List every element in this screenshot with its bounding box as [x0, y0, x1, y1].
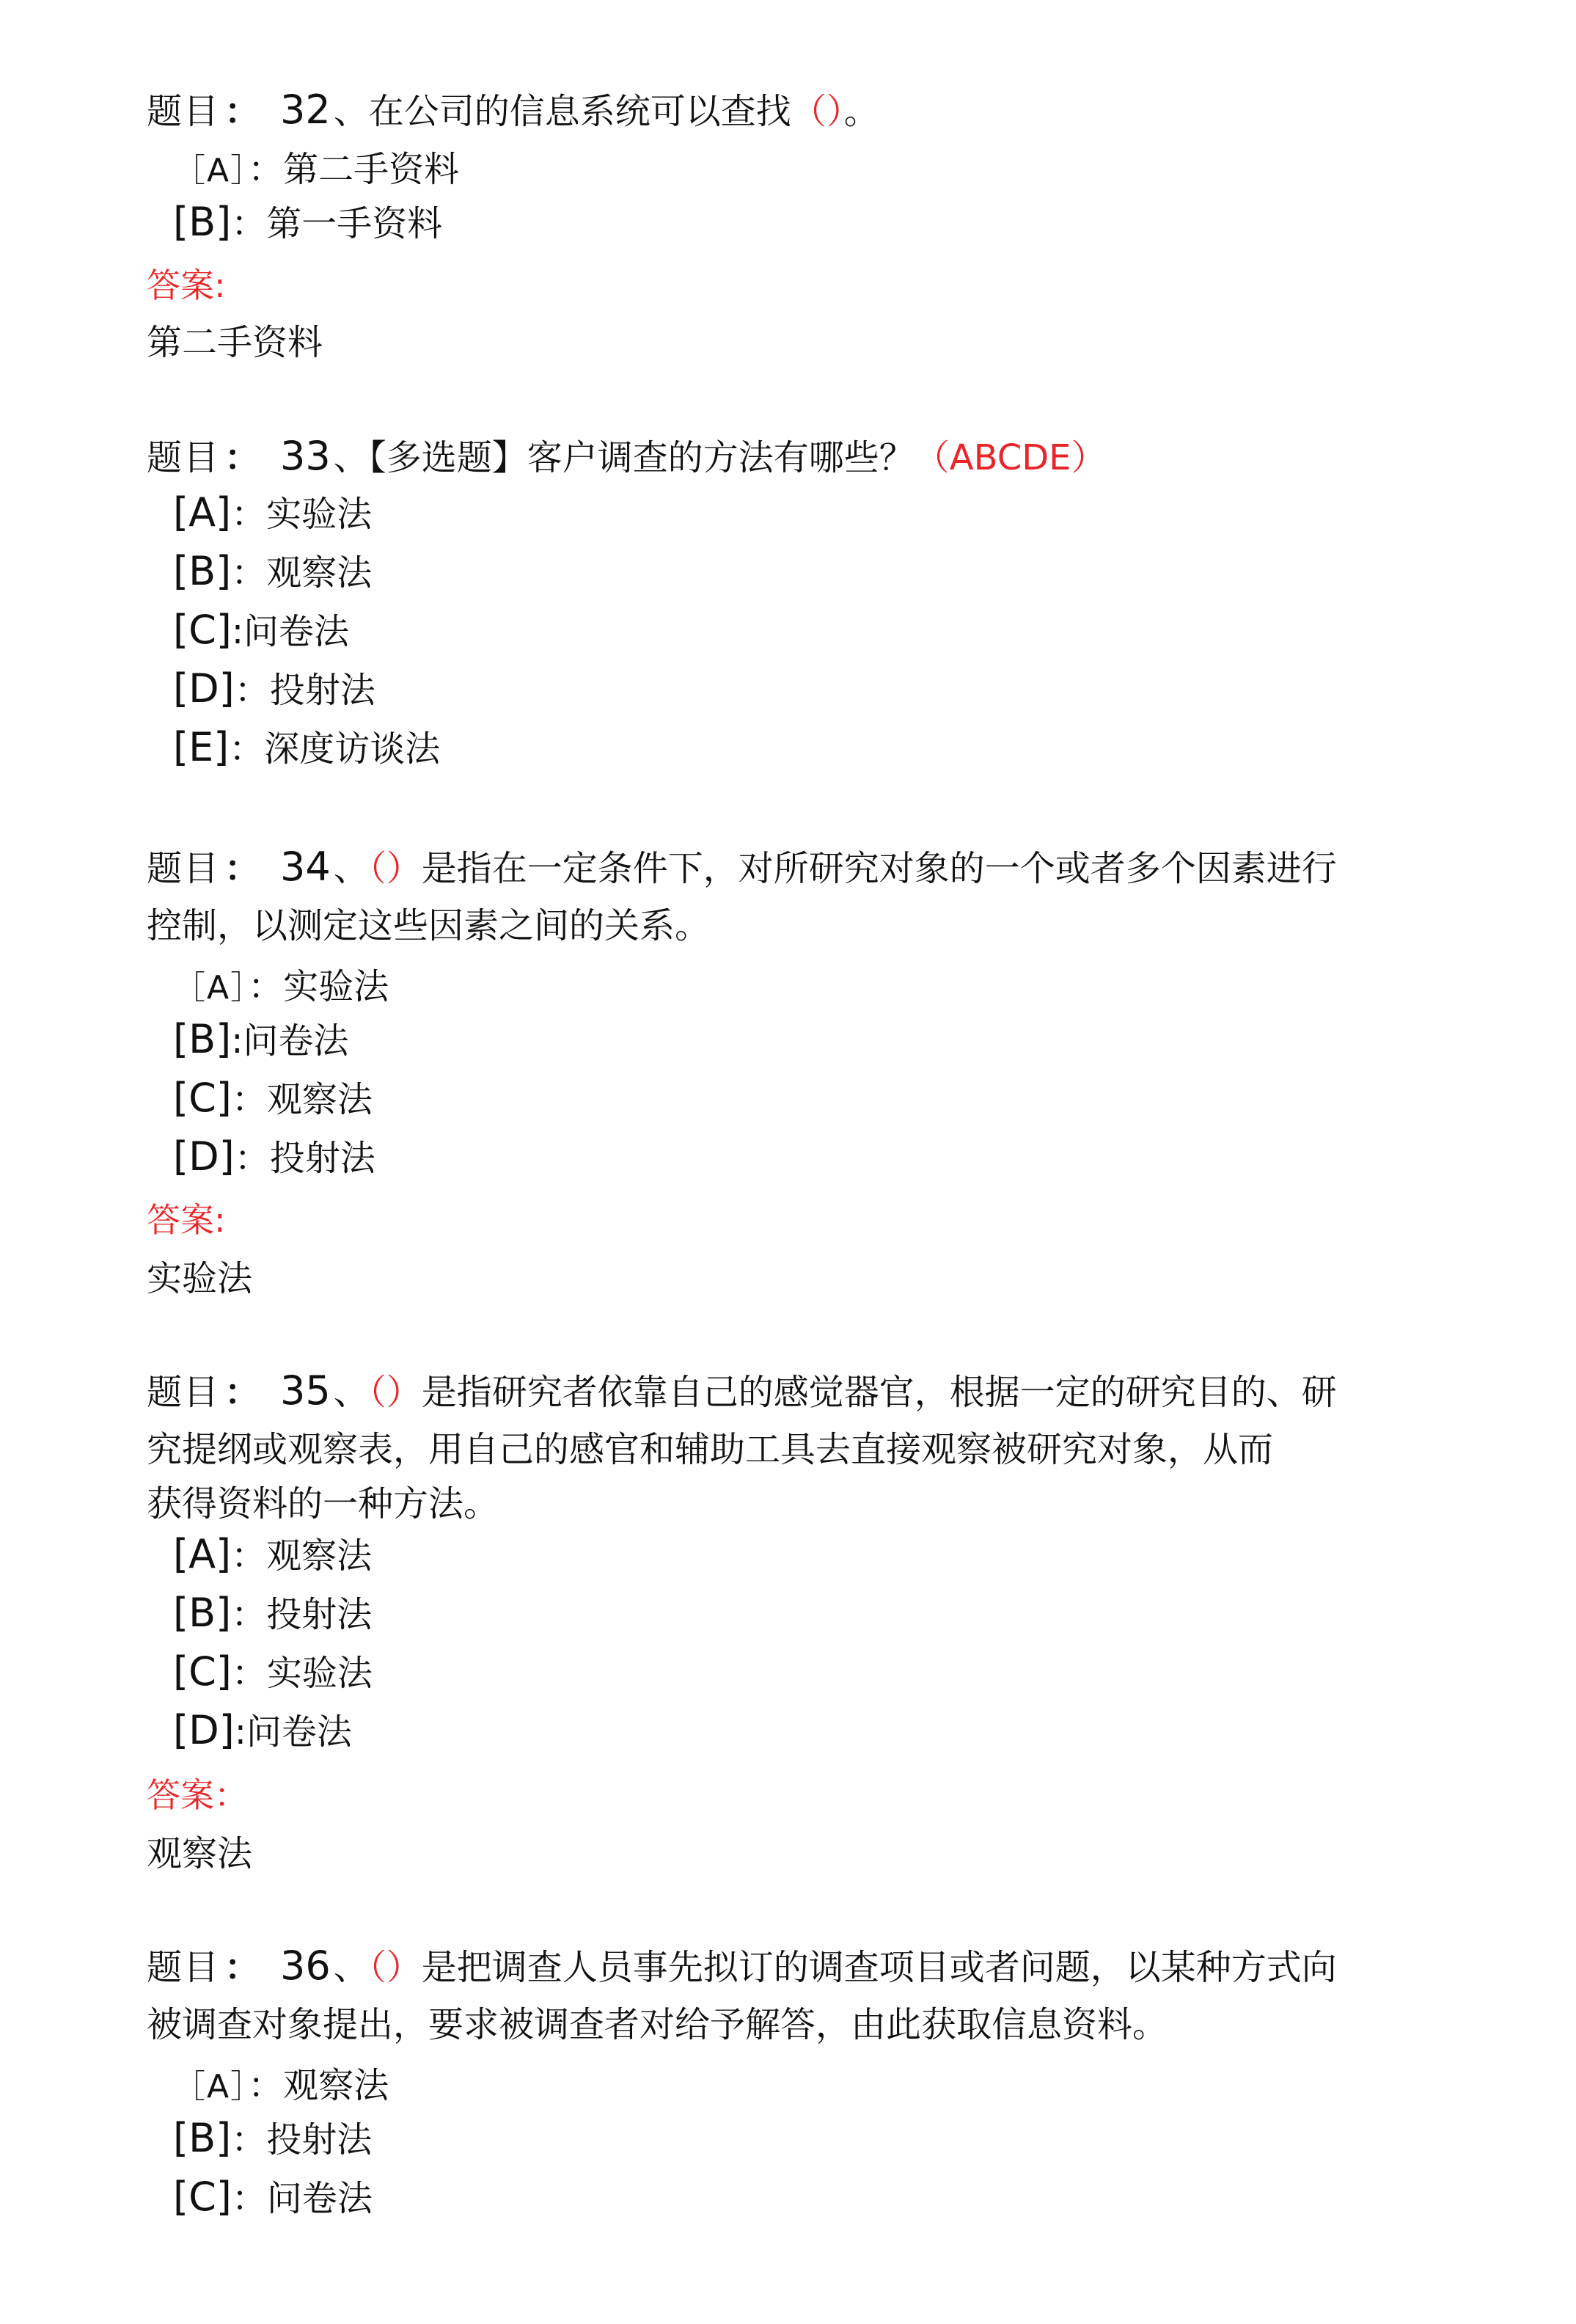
option-text: 实验法 [266, 494, 373, 535]
option-b [173, 2113, 372, 2166]
answer-label: 答案： [147, 1775, 248, 1815]
answer-label: 答案: [147, 1200, 226, 1240]
question-34-title [147, 838, 1337, 898]
option-c [173, 2171, 373, 2224]
option-sep: : [231, 1020, 243, 1061]
answer-blank: （ABCDE） [914, 437, 1107, 478]
option-sep: ： [231, 2178, 267, 2219]
option-c [173, 1646, 373, 1699]
question-colon: ： [224, 91, 260, 132]
option-e [173, 722, 440, 775]
option-sep: ： [229, 728, 265, 770]
question-35-title [147, 1362, 1337, 1422]
option-key: [B] [173, 548, 232, 594]
answer-text: 实验法 [147, 1258, 253, 1299]
question-32-title [147, 81, 879, 141]
question-colon: ： [224, 1947, 260, 1988]
question-label: 题目 [147, 91, 221, 132]
question-36-continuation: 被调查对象提出，要求被调查者对给予解答，由此获取信息资料。 [147, 2004, 1168, 2045]
option-a [173, 961, 389, 1014]
option-key: [C] [173, 1648, 232, 1695]
question-colon: ： [224, 437, 260, 478]
option-sep: ： [248, 149, 284, 190]
question-text-end: 是指研究者依靠自己的感觉器官，根据一定的研究目的、研 [421, 1372, 1337, 1413]
option-key: [C] [173, 2174, 232, 2220]
option-text: 问卷法 [243, 1020, 349, 1061]
option-key: [C] [173, 607, 232, 653]
question-text: 、 [333, 1372, 369, 1413]
question-35-continuation-2: 获得资料的一种方法。 [147, 1483, 499, 1524]
option-text: 观察法 [283, 2065, 389, 2106]
answer-blank: （） [368, 1947, 422, 1988]
question-text-end: 是把调查人员事先拟订的调查项目或者问题，以某种方式向 [421, 1947, 1337, 1988]
option-text: 问卷法 [243, 611, 350, 652]
option-sep: ： [234, 670, 270, 711]
option-key: [D] [173, 665, 235, 712]
option-c [173, 604, 349, 657]
answer-blank: （） [368, 1372, 422, 1413]
option-sep: ： [234, 1138, 270, 1179]
option-a [173, 487, 372, 540]
question-number: 32 [280, 87, 331, 133]
option-text: 深度访谈法 [264, 728, 441, 770]
option-key: [C] [173, 1075, 232, 1121]
option-text: 观察法 [266, 1079, 373, 1120]
option-key: [D] [173, 1133, 235, 1180]
option-b [173, 546, 372, 599]
question-number: 34 [280, 844, 331, 890]
option-key: [D] [173, 1707, 235, 1753]
option-key: [A] [173, 1531, 232, 1577]
option-key: ［A］ [173, 2068, 249, 2105]
question-text: 、 [333, 848, 369, 889]
option-sep: : [234, 1711, 246, 1753]
option-text: 第一手资料 [266, 203, 443, 244]
option-d [173, 1131, 375, 1184]
option-sep: ： [231, 1653, 267, 1694]
option-sep: ： [248, 966, 284, 1007]
question-label: 题目 [147, 848, 221, 889]
option-text: 投射法 [266, 1594, 373, 1635]
option-key: [B] [173, 199, 232, 245]
option-text: 观察法 [266, 552, 373, 593]
option-b [173, 1014, 348, 1067]
option-sep: ： [231, 1535, 267, 1576]
option-sep: ： [231, 1079, 267, 1120]
question-33-title [147, 427, 1107, 487]
answer-label: 答案: [147, 266, 226, 305]
option-key: ［A］ [173, 152, 249, 189]
option-key: [A] [173, 489, 232, 536]
option-key: [B] [173, 1016, 232, 1062]
question-text-end: 。 [843, 91, 879, 132]
option-sep: ： [231, 494, 267, 535]
option-c [173, 1073, 373, 1125]
option-text: 投射法 [269, 670, 375, 711]
question-text: 、在公司的信息系统可以查找 [333, 91, 791, 132]
question-label: 题目 [147, 1372, 221, 1413]
question-text: 、 [333, 1947, 369, 1988]
question-text-end: 是指在一定条件下，对所研究对象的一个或者多个因素进行 [421, 848, 1337, 889]
option-sep: ： [231, 1594, 267, 1635]
question-label: 题目 [147, 1947, 221, 1988]
option-text: 实验法 [283, 966, 389, 1007]
option-text: 观察法 [266, 1535, 373, 1576]
answer-blank: （） [368, 848, 422, 889]
question-35-continuation-1: 究提纲或观察表，用自己的感官和辅助工具去直接观察被研究对象，从而 [147, 1429, 1274, 1470]
option-b [173, 197, 442, 249]
question-36-title [147, 1937, 1337, 1997]
option-sep: ： [231, 2119, 267, 2160]
answer-text: 观察法 [147, 1833, 253, 1874]
option-d [173, 663, 375, 716]
option-sep: ： [231, 552, 267, 593]
option-text: 投射法 [266, 2119, 373, 2160]
answer-text: 第二手资料 [147, 322, 323, 363]
option-text: 实验法 [266, 1653, 373, 1694]
option-a [173, 2060, 389, 2113]
question-number: 33 [280, 433, 331, 479]
question-number: 36 [280, 1943, 331, 1989]
option-b [173, 1587, 372, 1640]
option-a [173, 1529, 372, 1582]
question-colon: ： [224, 1372, 260, 1413]
option-sep: ： [231, 203, 267, 244]
option-text: 问卷法 [266, 2178, 373, 2219]
option-sep: : [231, 611, 244, 652]
question-34-continuation: 控制，以测定这些因素之间的关系。 [147, 905, 711, 946]
answer-blank: （） [791, 91, 844, 132]
option-d [173, 1705, 352, 1758]
option-key: [B] [173, 1590, 232, 1636]
question-label: 题目 [147, 437, 221, 478]
option-key: [E] [173, 724, 230, 770]
question-text: 、【多选题】客户调查的方法有哪些？ [333, 437, 915, 478]
option-key: [B] [173, 2115, 232, 2161]
question-colon: ： [224, 848, 260, 889]
option-text: 问卷法 [246, 1711, 352, 1753]
option-sep: ： [248, 2065, 284, 2106]
question-number: 35 [280, 1367, 331, 1414]
option-text: 第二手资料 [283, 149, 460, 190]
option-a [173, 144, 459, 197]
option-key: ［A］ [173, 969, 249, 1006]
option-text: 投射法 [269, 1138, 375, 1179]
